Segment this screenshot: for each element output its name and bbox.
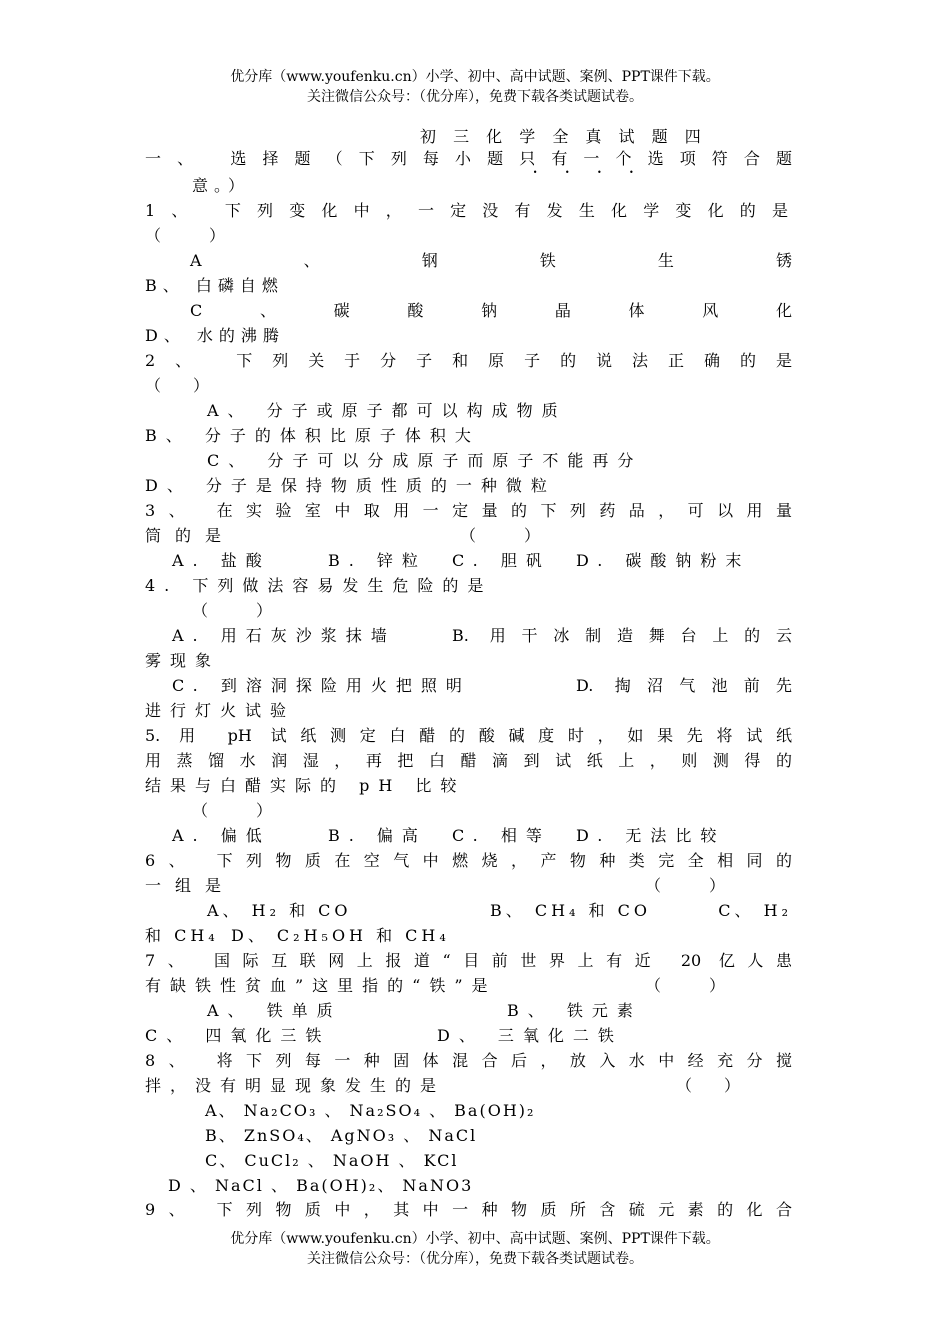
q1-option-a-label: A: [190, 251, 202, 270]
q2-paren: （ ）: [145, 376, 210, 395]
q8-option-a: A、 Na₂CO₃ 、 Na₂SO₄ 、 Ba(OH)₂: [205, 1101, 536, 1120]
q1-option-c-char: 风: [702, 301, 719, 320]
q7-option-b: B、 铁元素: [507, 1001, 642, 1020]
q1-option-c: [190, 299, 792, 323]
q5-option-b: B. 偏高: [328, 826, 427, 845]
q7-option-d: D、 三氧化二铁: [437, 1026, 623, 1045]
q7-options-ab: [145, 999, 792, 1023]
header-line-2: 关注微信公众号：（优分库），免费下载各类试题试卷。: [307, 89, 643, 105]
q6-option-c-cont: 和 CH₄: [145, 926, 219, 945]
q8-stem: 8、 将下列每一种固体混合后，放入水中经充分搅: [145, 1051, 792, 1070]
q8-option-d: D 、 NaCl 、 Ba(OH)₂、 NaNO3: [168, 1176, 474, 1195]
q5-paren: （ ）: [192, 801, 273, 820]
q2-option-d: D、 分子是保持物质性质的一种微粒: [145, 476, 556, 495]
q2-stem: 2、 下列关于分子和原子的说法正确的是: [145, 351, 792, 370]
q2-option-b: B、 分子的体积比原子体积大: [145, 426, 480, 445]
q4-option-b: B. 用干冰制造舞台上的云: [452, 626, 792, 645]
q9-stem: 9、 下列物质中，其中一种物质所含硫元素的化合: [145, 1200, 792, 1219]
q7-options-cd: [145, 1024, 792, 1048]
q2-option-c: C、 分子可以分成原子而原子不能再分: [207, 451, 643, 470]
q2-option-a: A、 分子或原子都可以构成物质: [207, 401, 567, 420]
q7-paren: （ ）: [645, 976, 726, 995]
q3-option-d: D. 碳酸钠粉末: [576, 551, 751, 570]
q4-option-c: C. 到溶洞探险用火把照明: [172, 676, 471, 695]
q1-option-a-char: 铁: [539, 251, 556, 270]
q7-stem-cont: 有缺铁性贫血”这里指的“铁”是: [145, 976, 497, 995]
q1-option-c-sep: 、: [259, 301, 276, 320]
q8-option-c: C、 CuCl₂ 、 NaOH 、 KCl: [205, 1151, 459, 1170]
q4-options-ab: [172, 624, 792, 648]
q3-option-a: A. 盐酸: [172, 551, 271, 570]
q5-stem-line3: 结果与白醋实际的 pH 比较: [145, 776, 466, 795]
q3-option-b: B. 锌粒: [328, 551, 427, 570]
q8-paren: （ ）: [676, 1076, 741, 1095]
q4-paren: （ ）: [192, 601, 273, 620]
footer-line-1: 优分库（www.youfenku.cn）小学、初中、高中试题、案例、PPT课件下载。: [230, 1231, 720, 1247]
q4-stem: 4. 下列做法容易发生危险的是: [145, 576, 493, 595]
q6-option-a: A、 H₂ 和 CO: [207, 901, 352, 920]
q1-option-c-label: C: [190, 301, 203, 320]
q8-option-b: B、 ZnSO₄、 AgNO₃ 、 NaCl: [205, 1126, 478, 1145]
q1-option-a-char: 钢: [421, 251, 438, 270]
q1-option-c-char: 碳: [333, 301, 350, 320]
page-title: 初 三 化 学 全 真 试 题 四: [420, 127, 707, 146]
section-heading-emphasis: 只有一个: [519, 149, 648, 168]
q4-option-b-cont: 雾现象: [145, 651, 221, 670]
q4-option-a: A. 用石灰沙浆抹墙: [172, 626, 396, 645]
q1-option-c-char: 钠: [481, 301, 498, 320]
q1-option-c-char: 晶: [554, 301, 571, 320]
q6-options-d: [145, 924, 792, 948]
q8-stem-cont: 拌，没有明显现象发生的是: [145, 1076, 446, 1095]
q6-option-d: D、 C₂H₅OH 和 CH₄: [231, 926, 450, 945]
q1-paren: （ ）: [145, 226, 226, 245]
q3-option-c: C. 胆矾: [452, 551, 551, 570]
q5-stem: 5. 用 pH 试纸测定白醋的酸碱度时，如果先将试纸: [145, 726, 792, 745]
q6-stem-cont: 一组是: [145, 876, 236, 895]
q5-stem-line2: 用蒸馏水润湿，再把白醋滴到试纸上，则测得的: [145, 751, 792, 770]
q6-option-b: B、 CH₄ 和 CO: [490, 901, 651, 920]
q1-option-c-char: 化: [775, 301, 792, 320]
q7-option-c: C、 四氧化三铁: [145, 1026, 331, 1045]
section-heading-cont: 意。）: [192, 176, 251, 195]
q3-paren: （ ）: [460, 526, 541, 545]
q6-options-abc: [145, 899, 792, 923]
q3-stem: 3、 在实验室中取用一定量的下列药品，可以用量: [145, 501, 792, 520]
section-heading-a: 一、 选择题（下列每小题: [145, 149, 520, 168]
q5-option-c: C. 相等: [452, 826, 551, 845]
section-heading-b: 选项符合题: [647, 149, 792, 168]
q1-stem: 1、 下列变化中，一定没有发生化学变化的是: [145, 201, 792, 220]
q4-options-cd: [172, 674, 792, 698]
section-heading: [145, 147, 792, 171]
q1-option-d: D、 水的沸腾: [145, 326, 285, 345]
q6-paren: （ ）: [645, 876, 726, 895]
q3-stem-cont: 筒的是: [145, 526, 236, 545]
header-line-1: 优分库（www.youfenku.cn）小学、初中、高中试题、案例、PPT课件下载。: [230, 69, 720, 85]
q1-option-a-sep: 、: [303, 251, 320, 270]
q5-option-a: A. 偏低: [172, 826, 271, 845]
q6-stem: 6、 下列物质在空气中燃烧，产物种类完全相同的: [145, 851, 792, 870]
q1-option-c-char: 体: [628, 301, 645, 320]
q7-option-a: A、 铁单质: [207, 1001, 342, 1020]
q6-option-c: C、 H₂: [718, 901, 792, 920]
q7-stem: 7、 国际互联网上报道“目前世界上有近 20 亿人患: [145, 951, 792, 970]
q5-option-d: D. 无法比较: [576, 826, 726, 845]
q4-option-d-cont: 进行灯火试验: [145, 701, 296, 720]
q3-options: [172, 549, 772, 573]
q1-option-b: B、 白磷自燃: [145, 276, 284, 295]
q1-option-c-char: 酸: [407, 301, 424, 320]
q5-options: [172, 824, 772, 848]
q4-option-d: D. 掏沼气池前先: [576, 676, 792, 695]
footer-line-2: 关注微信公众号：（优分库），免费下载各类试题试卷。: [307, 1251, 643, 1267]
q1-option-a-char: 锈: [775, 251, 792, 270]
q1-option-a: [190, 249, 792, 273]
q1-option-a-char: 生: [657, 251, 674, 270]
